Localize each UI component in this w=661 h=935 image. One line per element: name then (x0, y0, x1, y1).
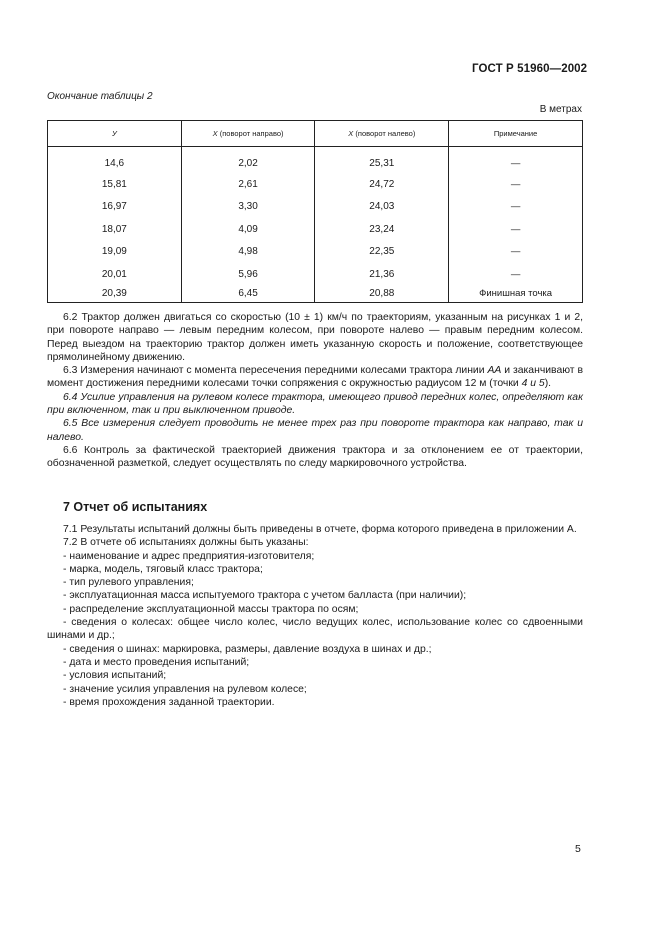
cell-y: 16,97 (48, 196, 182, 219)
cell-x-right: 2,61 (181, 173, 315, 196)
list-item: - время прохождения заданной траектории. (63, 696, 275, 708)
table-row (48, 286, 583, 303)
table-header-row (48, 121, 583, 147)
standard-code: ГОСТ Р 51960—2002 (472, 63, 588, 75)
paragraph-6-6: 6.6 Контроль за фактической траекторией движения трактора и за отклонением ее от траектории, обозначенной разметкой, следует осуществлять по следу маркировочного устройства. (47, 444, 583, 470)
cell-x-left: 22,35 (315, 241, 449, 264)
cell-y: 14,6 (48, 147, 182, 174)
section-7-title: 7 Отчет об испытаниях (63, 500, 208, 514)
list-item: - значение усилия управления на рулевом колесе; (63, 683, 307, 695)
table-row (48, 173, 583, 196)
cell-x-right: 5,96 (181, 263, 315, 286)
cell-x-left: 24,72 (315, 173, 449, 196)
cell-x-right: 2,02 (181, 147, 315, 174)
cell-x-right: 3,30 (181, 196, 315, 219)
list-item: - марка, модель, тяговый класс трактора; (63, 563, 263, 575)
cell-x-left: 21,36 (315, 263, 449, 286)
cell-note: — (449, 263, 583, 286)
table-units: В метрах (539, 104, 582, 115)
table-caption: Окончание таблицы 2 (47, 91, 153, 102)
list-item: - распределение эксплуатационной массы трактора по осям; (63, 603, 359, 615)
column-header-y: У (48, 121, 182, 147)
paragraph-7-1: 7.1 Результаты испытаний должны быть приведены в отчете, форма которого приведена в приложении А. (63, 524, 577, 535)
paragraph-6-3: 6.3 Измерения начинают с момента пересечения передними колесами трактора линии АА и заканчивают в момент достижения передними колесами точки сопряжения с окружностью радиусом 12 м (точки 4 и 5). (47, 365, 583, 390)
column-header-x-left: X (поворот налево) (315, 121, 449, 147)
cell-y: 20,39 (48, 286, 182, 303)
cell-note: — (449, 173, 583, 196)
cell-y: 18,07 (48, 218, 182, 241)
list-item: - дата и место проведения испытаний; (63, 656, 250, 668)
cell-x-right: 4,09 (181, 218, 315, 241)
list-item: - эксплуатационная масса испытуемого трактора с учетом балласта (при наличии); (63, 590, 467, 602)
coordinates-table (47, 120, 583, 303)
list-item: - условия испытаний; (63, 670, 167, 682)
cell-note: — (449, 241, 583, 264)
column-header-x-right: X (поворот направо) (181, 121, 315, 147)
cell-x-left: 24,03 (315, 196, 449, 219)
cell-y: 19,09 (48, 241, 182, 264)
cell-x-left: 23,24 (315, 218, 449, 241)
section-6-paragraphs (47, 311, 583, 471)
cell-x-right: 6,45 (181, 286, 315, 303)
list-item: - сведения о шинах: маркировка, размеры, давление воздуха в шинах и др.; (63, 643, 432, 655)
cell-note: — (449, 218, 583, 241)
list-item: - тип рулевого управления; (63, 577, 194, 589)
table-row (48, 147, 583, 174)
table-row (48, 263, 583, 286)
cell-note: Финишная точка (449, 286, 583, 303)
table-row (48, 241, 583, 264)
list-item: - наименование и адрес предприятия-изготовителя; (63, 550, 315, 562)
cell-y: 20,01 (48, 263, 182, 286)
list-item: - сведения о колесах: общее число колес, число ведущих колес, использование колес со сдвоенными шинами и др.; (47, 617, 583, 642)
page-number: 5 (575, 843, 581, 855)
paragraph-6-5: 6.5 Все измерения следует проводить не менее трех раз при повороте трактора как направо, так и налево. (47, 418, 583, 443)
paragraph-7-2: 7.2 В отчете об испытаниях должны быть указаны: (63, 537, 309, 549)
table-row (48, 218, 583, 241)
cell-note: — (449, 147, 583, 174)
cell-y: 15,81 (48, 173, 182, 196)
paragraph-6-2: 6.2 Трактор должен двигаться со скоростью (10 ± 1) км/ч по траекториям, указанным на рисунках 1 и 2, при повороте направо — левым передним колесом, при повороте налево — правым передним колесом. Перед выездом на траекторию трактор должен иметь указанную скорость и положение, соответствующее прямолинейному движению. (47, 312, 583, 363)
table-row (48, 196, 583, 219)
cell-note: — (449, 196, 583, 219)
column-header-note: Примечание (449, 121, 583, 147)
cell-x-left: 25,31 (315, 147, 449, 174)
cell-x-left: 20,88 (315, 286, 449, 303)
paragraph-6-4: 6.4 Усилие управления на рулевом колесе трактора, имеющего привод передних колес, определяют как при включенном, так и при выключенном приводе. (47, 391, 583, 417)
cell-x-right: 4,98 (181, 241, 315, 264)
section-7-body (47, 523, 583, 709)
